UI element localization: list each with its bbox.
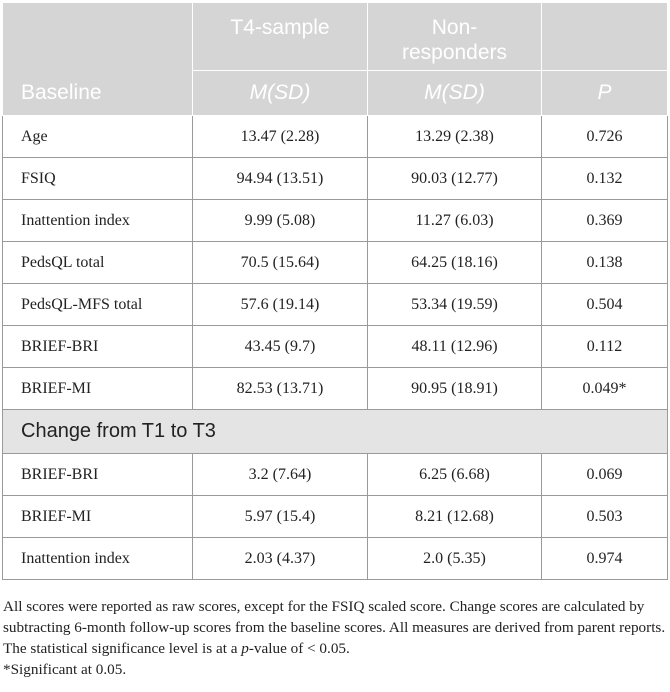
t4-value: 57.6 (19.14) <box>193 284 368 326</box>
row-label: Age <box>3 116 193 158</box>
header-baseline: Baseline <box>3 3 193 116</box>
t4-value: 5.97 (15.4) <box>193 496 368 538</box>
header-nr-msd: M(SD) <box>368 71 542 116</box>
nr-value: 64.25 (18.16) <box>368 242 542 284</box>
nr-value: 13.29 (2.38) <box>368 116 542 158</box>
table-row <box>3 242 668 284</box>
p-value: 0.138 <box>542 242 668 284</box>
table-row <box>3 496 668 538</box>
section-label: Change from T1 to T3 <box>3 410 668 454</box>
table-notes <box>3 596 667 680</box>
header-p: P <box>542 71 668 116</box>
t4-value: 70.5 (15.64) <box>193 242 368 284</box>
nr-value: 90.03 (12.77) <box>368 158 542 200</box>
nr-value: 53.34 (19.59) <box>368 284 542 326</box>
table-row <box>3 326 668 368</box>
nr-value: 11.27 (6.03) <box>368 200 542 242</box>
table-row <box>3 538 668 580</box>
nr-value: 90.95 (18.91) <box>368 368 542 410</box>
note-main: All scores were reported as raw scores, except for the FSIQ scaled score. Change scores are calculated by subtracting 6-month follow-up scores from the baseline scores. All measures are derived from parent reports. The statistical significance level is at a p-value of < 0.05. <box>3 598 666 657</box>
t4-value: 94.94 (13.51) <box>193 158 368 200</box>
t4-value: 13.47 (2.28) <box>193 116 368 158</box>
row-label: Inattention index <box>3 538 193 580</box>
t4-value: 9.99 (5.08) <box>193 200 368 242</box>
row-label: BRIEF-MI <box>3 496 193 538</box>
table-row <box>3 284 668 326</box>
p-value: 0.069 <box>542 454 668 496</box>
p-value: 0.369 <box>542 200 668 242</box>
p-value: 0.112 <box>542 326 668 368</box>
header-non-responders: Non- responders <box>368 3 542 71</box>
p-value: 0.504 <box>542 284 668 326</box>
table-row <box>3 454 668 496</box>
nr-value: 48.11 (12.96) <box>368 326 542 368</box>
table-row <box>3 116 668 158</box>
header-p-top <box>542 3 668 71</box>
p-value: 0.503 <box>542 496 668 538</box>
row-label: BRIEF-BRI <box>3 454 193 496</box>
p-value: 0.132 <box>542 158 668 200</box>
section-row <box>3 410 668 454</box>
t4-value: 2.03 (4.37) <box>193 538 368 580</box>
nr-value: 6.25 (6.68) <box>368 454 542 496</box>
table-row <box>3 368 668 410</box>
nr-value: 2.0 (5.35) <box>368 538 542 580</box>
t4-value: 82.53 (13.71) <box>193 368 368 410</box>
row-label: PedsQL total <box>3 242 193 284</box>
results-table <box>2 2 668 580</box>
p-value: 0.726 <box>542 116 668 158</box>
row-label: PedsQL-MFS total <box>3 284 193 326</box>
row-label: BRIEF-BRI <box>3 326 193 368</box>
p-value: 0.974 <box>542 538 668 580</box>
row-label: Inattention index <box>3 200 193 242</box>
row-label: FSIQ <box>3 158 193 200</box>
row-label: BRIEF-MI <box>3 368 193 410</box>
note-footnote: *Significant at 0.05. <box>3 661 127 678</box>
table-row <box>3 158 668 200</box>
p-value: 0.049* <box>542 368 668 410</box>
table-row <box>3 200 668 242</box>
header-t4-msd: M(SD) <box>193 71 368 116</box>
nr-value: 8.21 (12.68) <box>368 496 542 538</box>
t4-value: 3.2 (7.64) <box>193 454 368 496</box>
header-t4-sample: T4-sample <box>193 3 368 71</box>
t4-value: 43.45 (9.7) <box>193 326 368 368</box>
